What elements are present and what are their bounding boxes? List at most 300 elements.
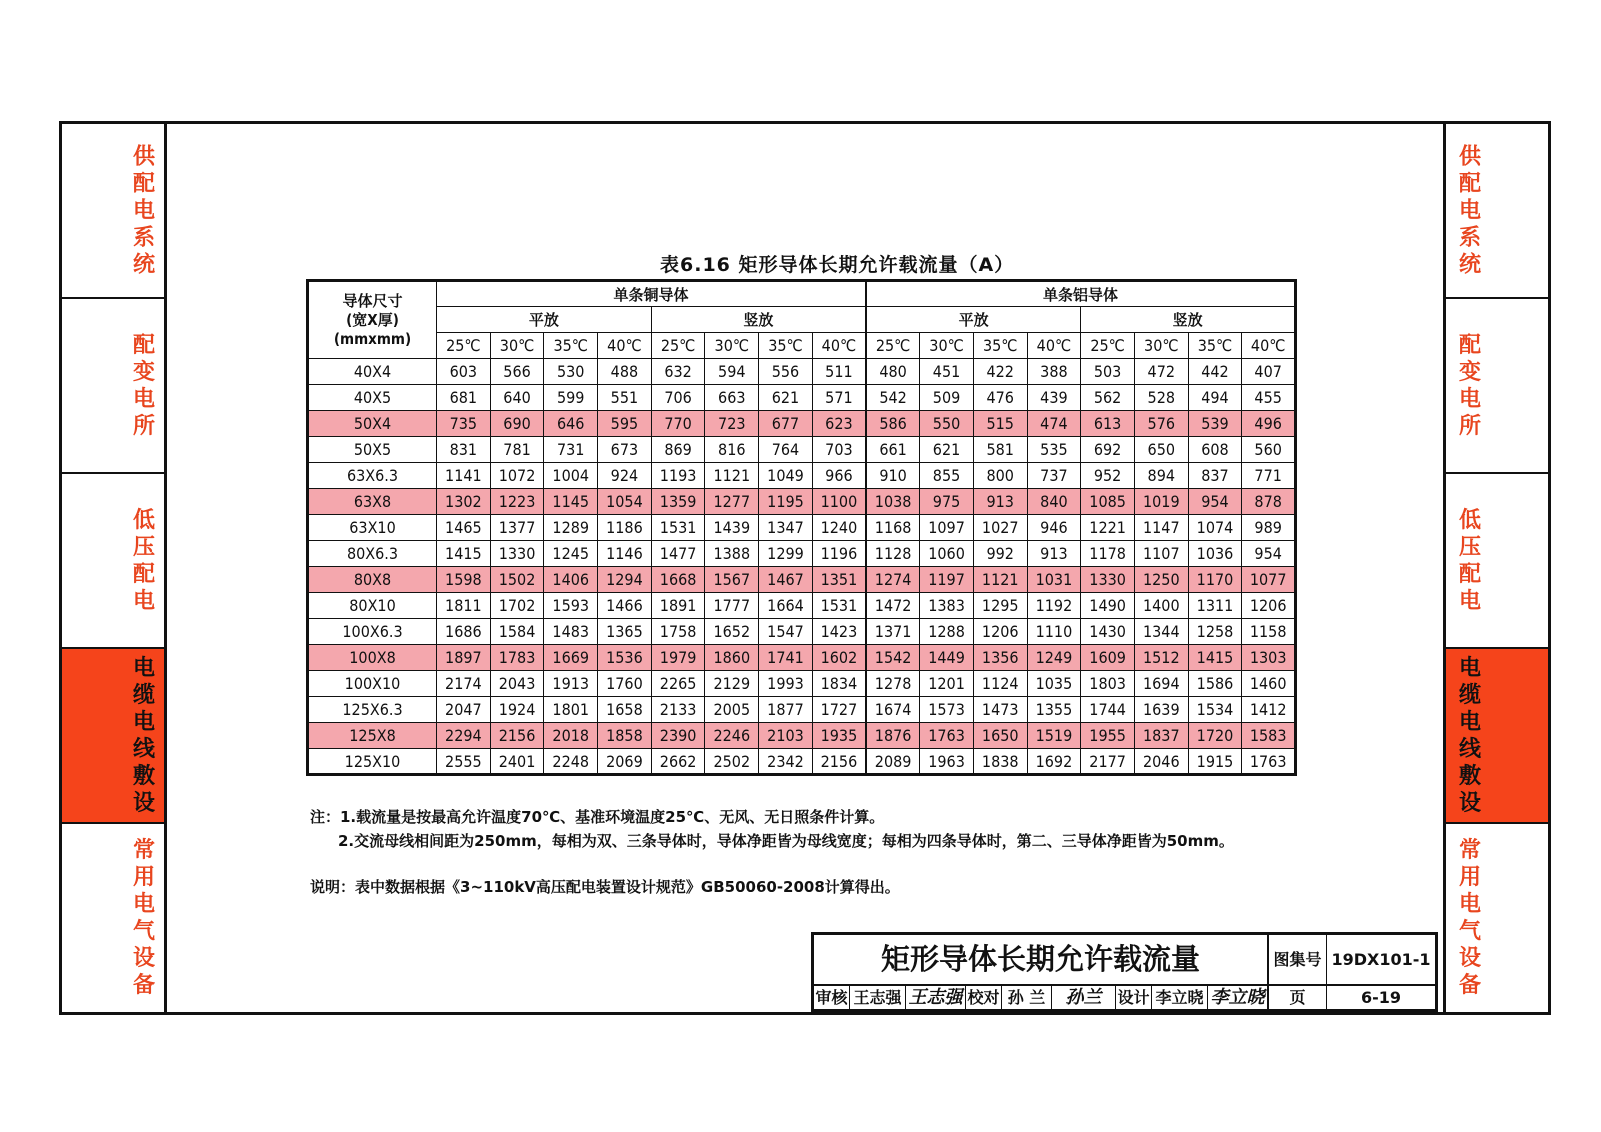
ampacity-value: 2133	[651, 697, 705, 723]
ampacity-value: 474	[1027, 411, 1081, 437]
ampacity-value: 388	[1027, 359, 1081, 385]
ampacity-value: 954	[1188, 489, 1242, 515]
conductor-size: 125X8	[308, 723, 437, 749]
group-header-aluminum: 单条铝导体	[866, 281, 1296, 307]
ampacity-value: 1650	[973, 723, 1027, 749]
ampacity-value: 966	[812, 463, 866, 489]
sidebar-section-cable-laying[interactable]	[62, 649, 164, 824]
ampacity-value: 1674	[866, 697, 920, 723]
ampacity-value: 1467	[759, 567, 813, 593]
temperature-header-row	[308, 333, 1296, 359]
ampacity-value: 1534	[1188, 697, 1242, 723]
ampacity-value: 1803	[1081, 671, 1135, 697]
ampacity-value: 1460	[1242, 671, 1296, 697]
ampacity-value: 1531	[812, 593, 866, 619]
ampacity-value: 2103	[759, 723, 813, 749]
temperature-header: 25℃	[866, 333, 920, 359]
temperature-header: 25℃	[437, 333, 491, 359]
ampacity-value: 1170	[1188, 567, 1242, 593]
ampacity-value: 1542	[866, 645, 920, 671]
ampacity-value: 1054	[598, 489, 652, 515]
ampacity-value: 1838	[973, 749, 1027, 775]
ampacity-value: 692	[1081, 437, 1135, 463]
ampacity-value: 496	[1242, 411, 1296, 437]
ampacity-value: 800	[973, 463, 1027, 489]
ampacity-value: 1250	[1134, 567, 1188, 593]
ampacity-value: 1490	[1081, 593, 1135, 619]
ampacity-value: 1412	[1242, 697, 1296, 723]
ampacity-value: 690	[490, 411, 544, 437]
ampacity-value: 869	[651, 437, 705, 463]
ampacity-value: 1466	[598, 593, 652, 619]
ampacity-value: 1377	[490, 515, 544, 541]
ampacity-value: 1760	[598, 671, 652, 697]
ampacity-value: 542	[866, 385, 920, 411]
ampacity-value: 2046	[1134, 749, 1188, 775]
ampacity-value: 1449	[920, 645, 974, 671]
ampacity-value: 1473	[973, 697, 1027, 723]
temperature-header: 30℃	[705, 333, 759, 359]
ampacity-value: 535	[1027, 437, 1081, 463]
note-1: 注：1.载流量是按最高允许温度70℃、基准环境温度25℃、无风、无日照条件计算。	[310, 808, 885, 826]
ampacity-value: 442	[1188, 359, 1242, 385]
ampacity-value: 594	[705, 359, 759, 385]
ampacity-value: 1121	[973, 567, 1027, 593]
ampacity-value: 1193	[651, 463, 705, 489]
ampacity-value: 1777	[705, 593, 759, 619]
ampacity-value: 731	[544, 437, 598, 463]
sidebar-label: 低压配电	[132, 507, 155, 614]
ampacity-value: 488	[598, 359, 652, 385]
reviewer-signature: 王志强	[906, 986, 966, 1009]
ampacity-value: 1567	[705, 567, 759, 593]
ampacity-value: 1049	[759, 463, 813, 489]
temperature-header: 30℃	[1134, 333, 1188, 359]
atlas-number: 19DX101-1	[1327, 935, 1435, 986]
ampacity-value: 2089	[866, 749, 920, 775]
conductor-size: 80X8	[308, 567, 437, 593]
ampacity-value: 503	[1081, 359, 1135, 385]
ampacity-value: 1400	[1134, 593, 1188, 619]
ampacity-value: 1072	[490, 463, 544, 489]
temperature-header: 30℃	[490, 333, 544, 359]
ampacity-value: 1347	[759, 515, 813, 541]
temperature-header: 40℃	[598, 333, 652, 359]
table-body	[308, 359, 1296, 775]
ampacity-value: 913	[973, 489, 1027, 515]
ampacity-value: 439	[1027, 385, 1081, 411]
ampacity-value: 1294	[598, 567, 652, 593]
ampacity-value: 1206	[1242, 593, 1296, 619]
ampacity-value: 1686	[437, 619, 491, 645]
conductor-size: 125X10	[308, 749, 437, 775]
ampacity-value: 2043	[490, 671, 544, 697]
ampacity-value: 1206	[973, 619, 1027, 645]
design-label: 设计	[1116, 986, 1152, 1009]
ampacity-value: 1512	[1134, 645, 1188, 671]
ampacity-value: 1979	[651, 645, 705, 671]
ampacity-value: 1955	[1081, 723, 1135, 749]
ampacity-value: 476	[973, 385, 1027, 411]
table-row	[308, 645, 1296, 671]
ampacity-value: 560	[1242, 437, 1296, 463]
temperature-header: 35℃	[1188, 333, 1242, 359]
title-block	[811, 932, 1438, 1012]
ampacity-value: 1593	[544, 593, 598, 619]
checker-signature: 孙兰	[1052, 986, 1116, 1009]
ampacity-value: 566	[490, 359, 544, 385]
ampacity-value: 422	[973, 359, 1027, 385]
ampacity-value: 2294	[437, 723, 491, 749]
table-row	[308, 515, 1296, 541]
sidebar-section-common-equipment[interactable]	[1446, 824, 1548, 1012]
table-row	[308, 723, 1296, 749]
ampacity-value: 511	[812, 359, 866, 385]
ampacity-value: 632	[651, 359, 705, 385]
ampacity-value: 1639	[1134, 697, 1188, 723]
ampacity-value: 562	[1081, 385, 1135, 411]
ampacity-value: 2129	[705, 671, 759, 697]
sidebar-label: 配变电所	[132, 332, 155, 439]
ampacity-value: 781	[490, 437, 544, 463]
ampacity-value: 1223	[490, 489, 544, 515]
ampacity-value: 764	[759, 437, 813, 463]
ampacity-value: 954	[1242, 541, 1296, 567]
ampacity-value: 1277	[705, 489, 759, 515]
ampacity-value: 2342	[759, 749, 813, 775]
ampacity-value: 1834	[812, 671, 866, 697]
ampacity-value: 1221	[1081, 515, 1135, 541]
table-title: 表6.16 矩形导体长期允许载流量（A）	[660, 254, 1015, 276]
ampacity-value: 1097	[920, 515, 974, 541]
table-row	[308, 749, 1296, 775]
conductor-size: 100X10	[308, 671, 437, 697]
conductor-size: 100X8	[308, 645, 437, 671]
table-row	[308, 463, 1296, 489]
left-sidebar	[59, 121, 167, 1015]
size-header-text: 导体尺寸 (宽X厚) (mmxmm)	[333, 291, 412, 348]
ampacity-value: 1658	[598, 697, 652, 723]
ampacity-value: 1758	[651, 619, 705, 645]
table-row	[308, 541, 1296, 567]
ampacity-value: 706	[651, 385, 705, 411]
table-row	[308, 619, 1296, 645]
ampacity-value: 1074	[1188, 515, 1242, 541]
sidebar-label: 电缆电线敷设	[132, 655, 155, 816]
ampacity-value: 1141	[437, 463, 491, 489]
ampacity-value: 1110	[1027, 619, 1081, 645]
ampacity-value: 1201	[920, 671, 974, 697]
ampacity-value: 1891	[651, 593, 705, 619]
sidebar-section-lv-distribution[interactable]	[1446, 474, 1548, 649]
ampacity-value: 771	[1242, 463, 1296, 489]
ampacity-value: 1168	[866, 515, 920, 541]
ampacity-value: 855	[920, 463, 974, 489]
table-row	[308, 437, 1296, 463]
ampacity-value: 1121	[705, 463, 759, 489]
ampacity-value: 1727	[812, 697, 866, 723]
ampacity-value: 673	[598, 437, 652, 463]
ampacity-value: 1145	[544, 489, 598, 515]
ampacity-value: 952	[1081, 463, 1135, 489]
ampacity-value: 1178	[1081, 541, 1135, 567]
review-label: 审核	[814, 986, 850, 1009]
ampacity-value: 913	[1027, 541, 1081, 567]
ampacity-value: 550	[920, 411, 974, 437]
sidebar-label: 低压配电	[1458, 507, 1481, 614]
page-label: 页	[1269, 986, 1327, 1009]
check-label: 校对	[966, 986, 1002, 1009]
ampacity-value: 1415	[1188, 645, 1242, 671]
ampacity-value: 2156	[812, 749, 866, 775]
ampacity-value: 1472	[866, 593, 920, 619]
ampacity-value: 621	[759, 385, 813, 411]
ampacity-value: 646	[544, 411, 598, 437]
ampacity-value: 571	[812, 385, 866, 411]
table-row	[308, 671, 1296, 697]
ampacity-value: 1483	[544, 619, 598, 645]
ampacity-value: 1004	[544, 463, 598, 489]
ampacity-value: 1915	[1188, 749, 1242, 775]
ampacity-value: 2401	[490, 749, 544, 775]
ampacity-value: 1993	[759, 671, 813, 697]
temperature-header: 35℃	[544, 333, 598, 359]
ampacity-value: 1669	[544, 645, 598, 671]
ampacity-value: 1330	[1081, 567, 1135, 593]
ampacity-value: 1763	[1242, 749, 1296, 775]
size-column-header	[308, 281, 437, 359]
ampacity-value: 1586	[1188, 671, 1242, 697]
temperature-header: 30℃	[920, 333, 974, 359]
ampacity-value: 515	[973, 411, 1027, 437]
ampacity-value: 1924	[490, 697, 544, 723]
ampacity-value: 837	[1188, 463, 1242, 489]
ampacity-value: 1196	[812, 541, 866, 567]
ampacity-value: 1147	[1134, 515, 1188, 541]
ampacity-value: 1502	[490, 567, 544, 593]
ampacity-value: 1877	[759, 697, 813, 723]
ampacity-value: 2005	[705, 697, 759, 723]
ampacity-value: 1406	[544, 567, 598, 593]
ampacity-value: 2502	[705, 749, 759, 775]
subgroup-header: 平放	[437, 307, 652, 333]
ampacity-value: 1240	[812, 515, 866, 541]
explanation: 说明：表中数据根据《3~110kV高压配电装置设计规范》GB50060-2008计算得出。	[310, 878, 900, 896]
ampacity-value: 480	[866, 359, 920, 385]
reviewer-name: 王志强	[850, 986, 906, 1009]
conductor-size: 80X6.3	[308, 541, 437, 567]
ampacity-value: 1245	[544, 541, 598, 567]
sidebar-section-power-supply[interactable]	[62, 124, 164, 299]
ampacity-table	[306, 279, 1297, 776]
ampacity-value: 1302	[437, 489, 491, 515]
ampacity-value: 2555	[437, 749, 491, 775]
ampacity-value: 1531	[651, 515, 705, 541]
ampacity-value: 1146	[598, 541, 652, 567]
ampacity-value: 1249	[1027, 645, 1081, 671]
ampacity-value: 586	[866, 411, 920, 437]
sidebar-label: 常用电气设备	[132, 838, 155, 998]
ampacity-value: 1430	[1081, 619, 1135, 645]
ampacity-value: 1439	[705, 515, 759, 541]
conductor-size: 63X6.3	[308, 463, 437, 489]
ampacity-value: 1860	[705, 645, 759, 671]
ampacity-value: 650	[1134, 437, 1188, 463]
notes	[310, 805, 1234, 853]
sidebar-section-substation[interactable]	[1446, 299, 1548, 474]
sidebar-section-substation[interactable]	[62, 299, 164, 474]
ampacity-value: 1303	[1242, 645, 1296, 671]
ampacity-value: 1602	[812, 645, 866, 671]
ampacity-value: 407	[1242, 359, 1296, 385]
table-row	[308, 697, 1296, 723]
ampacity-value: 1289	[544, 515, 598, 541]
ampacity-value: 1897	[437, 645, 491, 671]
ampacity-value: 1197	[920, 567, 974, 593]
ampacity-value: 1085	[1081, 489, 1135, 515]
ampacity-value: 878	[1242, 489, 1296, 515]
ampacity-value: 1423	[812, 619, 866, 645]
ampacity-value: 1258	[1188, 619, 1242, 645]
ampacity-value: 1278	[866, 671, 920, 697]
ampacity-value: 2662	[651, 749, 705, 775]
temperature-header: 35℃	[759, 333, 813, 359]
ampacity-value: 1584	[490, 619, 544, 645]
conductor-size: 40X5	[308, 385, 437, 411]
temperature-header: 25℃	[1081, 333, 1135, 359]
ampacity-value: 1344	[1134, 619, 1188, 645]
subgroup-header: 竖放	[1081, 307, 1296, 333]
ampacity-value: 1351	[812, 567, 866, 593]
ampacity-value: 1720	[1188, 723, 1242, 749]
ampacity-value: 975	[920, 489, 974, 515]
ampacity-value: 1465	[437, 515, 491, 541]
ampacity-value: 723	[705, 411, 759, 437]
sidebar-label: 供配电系统	[132, 144, 155, 277]
ampacity-value: 623	[812, 411, 866, 437]
ampacity-value: 1664	[759, 593, 813, 619]
group-header-copper: 单条铜导体	[437, 281, 867, 307]
temperature-header: 40℃	[1027, 333, 1081, 359]
ampacity-value: 1811	[437, 593, 491, 619]
ampacity-value: 1963	[920, 749, 974, 775]
drawing-title: 矩形导体长期允许载流量	[814, 935, 1269, 986]
conductor-size: 80X10	[308, 593, 437, 619]
ampacity-value: 1744	[1081, 697, 1135, 723]
ampacity-value: 1935	[812, 723, 866, 749]
ampacity-value: 1107	[1134, 541, 1188, 567]
ampacity-value: 595	[598, 411, 652, 437]
ampacity-value: 1195	[759, 489, 813, 515]
subgroup-header: 平放	[866, 307, 1081, 333]
conductor-size: 63X8	[308, 489, 437, 515]
ampacity-value: 2174	[437, 671, 491, 697]
sidebar-label: 常用电气设备	[1458, 838, 1481, 998]
ampacity-value: 1652	[705, 619, 759, 645]
ampacity-value: 1573	[920, 697, 974, 723]
ampacity-value: 1077	[1242, 567, 1296, 593]
ampacity-value: 663	[705, 385, 759, 411]
ampacity-value: 2248	[544, 749, 598, 775]
ampacity-value: 1692	[1027, 749, 1081, 775]
ampacity-value: 599	[544, 385, 598, 411]
ampacity-value: 840	[1027, 489, 1081, 515]
ampacity-value: 1383	[920, 593, 974, 619]
sidebar-section-lv-distribution[interactable]	[62, 474, 164, 649]
sidebar-label: 供配电系统	[1458, 144, 1481, 277]
ampacity-value: 1858	[598, 723, 652, 749]
conductor-size: 50X4	[308, 411, 437, 437]
ampacity-value: 2018	[544, 723, 598, 749]
ampacity-value: 1702	[490, 593, 544, 619]
ampacity-value: 1158	[1242, 619, 1296, 645]
ampacity-value: 2047	[437, 697, 491, 723]
ampacity-value: 1519	[1027, 723, 1081, 749]
conductor-size: 40X4	[308, 359, 437, 385]
ampacity-value: 816	[705, 437, 759, 463]
ampacity-value: 894	[1134, 463, 1188, 489]
ampacity-value: 1876	[866, 723, 920, 749]
ampacity-value: 703	[812, 437, 866, 463]
ampacity-value: 1299	[759, 541, 813, 567]
ampacity-value: 1801	[544, 697, 598, 723]
ampacity-value: 2265	[651, 671, 705, 697]
ampacity-value: 1359	[651, 489, 705, 515]
ampacity-value: 530	[544, 359, 598, 385]
ampacity-value: 946	[1027, 515, 1081, 541]
note-2: 2.交流母线相间距为250mm，每相为双、三条导体时，导体净距皆为母线宽度；每相为四条导体时，第二、三导体净距皆为50mm。	[338, 832, 1234, 850]
sidebar-section-power-supply[interactable]	[1446, 124, 1548, 299]
ampacity-value: 1783	[490, 645, 544, 671]
ampacity-value: 1365	[598, 619, 652, 645]
ampacity-value: 472	[1134, 359, 1188, 385]
ampacity-value: 1192	[1027, 593, 1081, 619]
ampacity-value: 661	[866, 437, 920, 463]
designer-signature: 李立晓	[1208, 986, 1269, 1009]
ampacity-value: 1100	[812, 489, 866, 515]
ampacity-value: 556	[759, 359, 813, 385]
right-sidebar	[1443, 121, 1551, 1015]
ampacity-value: 494	[1188, 385, 1242, 411]
ampacity-value: 1668	[651, 567, 705, 593]
ampacity-value: 1031	[1027, 567, 1081, 593]
ampacity-value: 551	[598, 385, 652, 411]
ampacity-value: 1027	[973, 515, 1027, 541]
designer-name: 李立晓	[1152, 986, 1208, 1009]
ampacity-value: 1036	[1188, 541, 1242, 567]
table-row	[308, 567, 1296, 593]
ampacity-value: 1186	[598, 515, 652, 541]
ampacity-value: 1330	[490, 541, 544, 567]
ampacity-value: 1295	[973, 593, 1027, 619]
ampacity-value: 1536	[598, 645, 652, 671]
sidebar-section-cable-laying[interactable]	[1446, 649, 1548, 824]
ampacity-value: 770	[651, 411, 705, 437]
table-row	[308, 411, 1296, 437]
table-row	[308, 593, 1296, 619]
conductor-size: 50X5	[308, 437, 437, 463]
ampacity-value: 1288	[920, 619, 974, 645]
ampacity-value: 640	[490, 385, 544, 411]
sidebar-section-common-equipment[interactable]	[62, 824, 164, 1012]
temperature-header: 40℃	[1242, 333, 1296, 359]
ampacity-value: 681	[437, 385, 491, 411]
temperature-header: 40℃	[812, 333, 866, 359]
subgroup-header: 竖放	[651, 307, 866, 333]
ampacity-value: 509	[920, 385, 974, 411]
ampacity-value: 1035	[1027, 671, 1081, 697]
ampacity-value: 455	[1242, 385, 1296, 411]
